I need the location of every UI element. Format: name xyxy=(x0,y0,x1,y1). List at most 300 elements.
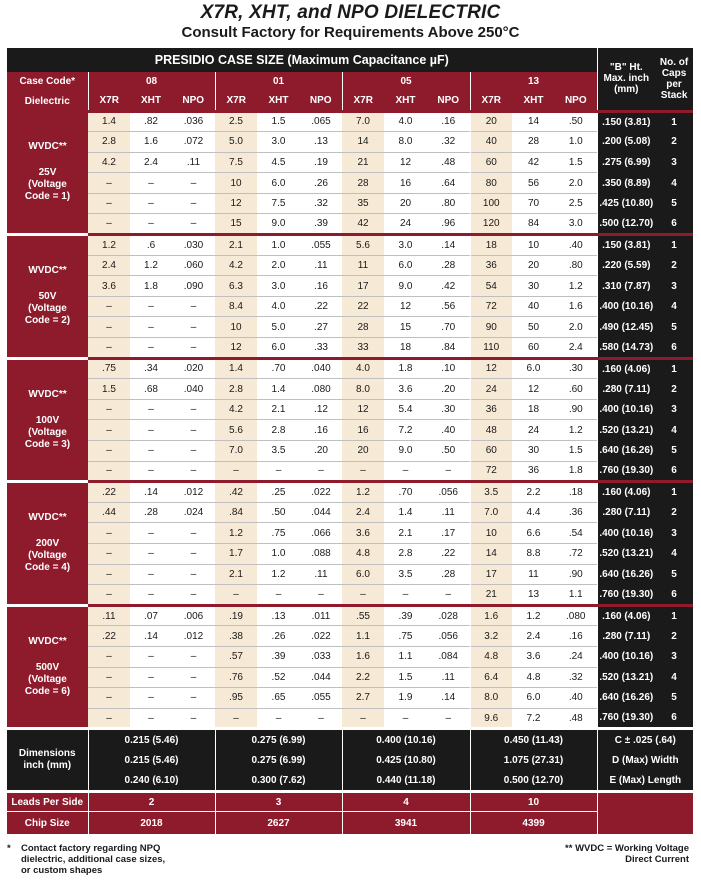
capacitance-cell: 2.1 xyxy=(257,399,300,420)
caps-per-stack-value: 3 xyxy=(655,523,693,544)
footnote-right-line-1: ** WVDC = Working Voltage xyxy=(565,843,689,854)
table-row xyxy=(7,296,693,317)
leads-per-side-value: 10 xyxy=(470,792,597,812)
voltage-code: (Voltage Code = 4) xyxy=(24,550,71,574)
b-height-value: .580 (14.73) xyxy=(597,338,655,359)
capacitance-cell: 56 xyxy=(512,173,555,194)
capacitance-cell: .088 xyxy=(300,543,342,564)
b-height-header: "B" Ht. Max. inch (mm) xyxy=(597,48,655,111)
capacitance-cell: – xyxy=(88,543,130,564)
capacitance-cell: .40 xyxy=(427,420,470,441)
capacitance-cell: 4.4 xyxy=(512,502,555,523)
capacitance-cell: 2.8 xyxy=(88,132,130,153)
capacitance-cell: 1.4 xyxy=(257,379,300,400)
capacitance-cell: 7.5 xyxy=(215,152,257,173)
capacitance-cell: – xyxy=(215,585,257,606)
capacitance-cell: – xyxy=(300,461,342,482)
capacitance-cell: .95 xyxy=(215,688,257,709)
b-height-value: .400 (10.16) xyxy=(597,523,655,544)
capacitance-cell: .024 xyxy=(172,502,215,523)
capacitance-cell: – xyxy=(342,708,384,729)
capacitance-cell: .20 xyxy=(427,379,470,400)
capacitance-cell: 2.0 xyxy=(555,317,597,338)
capacitance-cell: 16 xyxy=(384,173,427,194)
leads-per-side-value: 4 xyxy=(342,792,470,812)
table-row xyxy=(7,173,693,194)
capacitance-cell: 12 xyxy=(384,296,427,317)
capacitance-cell: 18 xyxy=(384,338,427,359)
b-height-value: .500 (12.70) xyxy=(597,214,655,235)
capacitance-cell: 2.1 xyxy=(215,564,257,585)
capacitance-cell: 3.5 xyxy=(470,482,512,503)
b-height-value: .760 (19.30) xyxy=(597,708,655,729)
caps-per-stack-value: 1 xyxy=(655,605,693,626)
capacitance-cell: 2.1 xyxy=(384,523,427,544)
capacitance-cell: .57 xyxy=(215,646,257,667)
capacitance-cell: 60 xyxy=(512,338,555,359)
footnote-right-line-2: Direct Current xyxy=(625,854,689,865)
caps-per-stack-value: 2 xyxy=(655,255,693,276)
capacitance-cell: .11 xyxy=(172,152,215,173)
dielectric-header-xht: XHT xyxy=(384,91,427,111)
capacitance-cell: .75 xyxy=(384,626,427,647)
capacitance-cell: .75 xyxy=(88,358,130,379)
capacitance-cell: – xyxy=(88,296,130,317)
leads-per-side-value: 3 xyxy=(215,792,342,812)
capacitance-cell: 60 xyxy=(470,441,512,462)
b-height-value: .520 (13.21) xyxy=(597,667,655,688)
capacitance-cell: 7.2 xyxy=(384,420,427,441)
capacitance-cell: .012 xyxy=(172,482,215,503)
capacitance-cell: 33 xyxy=(342,338,384,359)
capacitance-cell: 4.8 xyxy=(512,667,555,688)
capacitance-cell: 1.0 xyxy=(257,543,300,564)
capacitance-cell: 6.0 xyxy=(257,173,300,194)
capacitance-cell: .012 xyxy=(172,626,215,647)
b-height-value: .160 (4.06) xyxy=(597,605,655,626)
b-height-value: .350 (8.89) xyxy=(597,173,655,194)
capacitance-cell: – xyxy=(88,420,130,441)
capacitance-cell: 42 xyxy=(342,214,384,235)
capacitance-cell: 24 xyxy=(470,379,512,400)
capacitance-cell: .26 xyxy=(257,626,300,647)
capacitance-cell: .24 xyxy=(555,646,597,667)
capacitance-cell: – xyxy=(88,317,130,338)
capacitance-cell: – xyxy=(257,461,300,482)
capacitance-cell: 84 xyxy=(512,214,555,235)
capacitance-cell: .19 xyxy=(300,152,342,173)
capacitance-cell: .040 xyxy=(300,358,342,379)
caps-per-stack-header: No. of Caps per Stack xyxy=(655,48,693,111)
dielectric-header-x7r: X7R xyxy=(342,91,384,111)
capacitance-cell: .16 xyxy=(555,626,597,647)
capacitance-cell: 36 xyxy=(512,461,555,482)
capacitance-cell: .39 xyxy=(384,605,427,626)
chip-size-value: 2018 xyxy=(88,812,215,834)
voltage-group-label xyxy=(7,235,88,359)
capacitance-cell: .32 xyxy=(555,667,597,688)
capacitance-cell: 7.0 xyxy=(342,111,384,132)
capacitance-cell: .48 xyxy=(427,152,470,173)
dielectric-header-npo: NPO xyxy=(555,91,597,111)
capacitance-cell: .42 xyxy=(215,482,257,503)
capacitance-cell: .14 xyxy=(427,688,470,709)
capacitance-cell: .80 xyxy=(427,193,470,214)
capacitance-cell: – xyxy=(130,317,172,338)
capacitance-cell: 12 xyxy=(384,152,427,173)
capacitance-cell: 2.8 xyxy=(215,379,257,400)
b-height-value: .280 (7.11) xyxy=(597,502,655,523)
voltage-code: (Voltage Code = 3) xyxy=(24,426,71,450)
capacitance-cell: 1.8 xyxy=(555,461,597,482)
voltage-value: 50V xyxy=(38,291,57,303)
capacitance-cell: 28 xyxy=(342,173,384,194)
capacitance-cell: .36 xyxy=(555,502,597,523)
capacitance-cell: 9.0 xyxy=(384,276,427,297)
capacitance-cell: – xyxy=(172,338,215,359)
capacitance-cell: 5.0 xyxy=(215,132,257,153)
capacitance-cell: .84 xyxy=(215,502,257,523)
capacitance-cell: .16 xyxy=(427,111,470,132)
capacitance-cell: .32 xyxy=(427,132,470,153)
capacitance-cell: 3.6 xyxy=(88,276,130,297)
capacitance-cell: 6.0 xyxy=(257,338,300,359)
capacitance-cell: 6.0 xyxy=(512,688,555,709)
case-code-label: Case Code* xyxy=(7,72,88,91)
capacitance-cell: 18 xyxy=(470,235,512,256)
capacitance-cell: 17 xyxy=(470,564,512,585)
page-subtitle: Consult Factory for Requirements Above 250°C xyxy=(181,24,520,41)
caps-per-stack-value: 3 xyxy=(655,276,693,297)
capacitance-cell: .40 xyxy=(555,688,597,709)
capacitance-cell: .52 xyxy=(257,667,300,688)
capacitance-cell: – xyxy=(215,708,257,729)
capacitance-cell: .30 xyxy=(427,399,470,420)
capacitance-cell: 3.6 xyxy=(512,646,555,667)
capacitance-cell: .022 xyxy=(300,482,342,503)
capacitance-cell: 4.5 xyxy=(257,152,300,173)
capacitance-cell: .14 xyxy=(130,626,172,647)
capacitance-cell: 21 xyxy=(342,152,384,173)
chip-size-row xyxy=(7,812,693,834)
dielectric-header-x7r: X7R xyxy=(88,91,130,111)
capacitance-cell: 3.5 xyxy=(384,564,427,585)
dielectric-header-npo: NPO xyxy=(300,91,342,111)
capacitance-cell: .50 xyxy=(427,441,470,462)
capacitance-cell: .56 xyxy=(427,296,470,317)
capacitance-cell: 7.5 xyxy=(257,193,300,214)
capacitance-cell: – xyxy=(384,461,427,482)
capacitance-cell: 1.6 xyxy=(342,646,384,667)
dimension-value: 0.500 (12.70) xyxy=(470,771,597,792)
capacitance-cell: 2.4 xyxy=(130,152,172,173)
caps-per-stack-value: 2 xyxy=(655,626,693,647)
footnote-star: * xyxy=(7,843,11,854)
capacitance-cell: 9.6 xyxy=(470,708,512,729)
capacitance-cell: 1.2 xyxy=(512,605,555,626)
capacitance-cell: – xyxy=(384,708,427,729)
capacitance-cell: 7.0 xyxy=(215,441,257,462)
capacitance-cell: – xyxy=(130,399,172,420)
dimension-row xyxy=(7,729,693,750)
capacitance-cell: 72 xyxy=(470,296,512,317)
capacitance-cell: 12 xyxy=(512,379,555,400)
capacitance-cell: 9.0 xyxy=(257,214,300,235)
capacitance-cell: 1.2 xyxy=(130,255,172,276)
dimensions-label: Dimensions inch (mm) xyxy=(7,729,88,792)
capacitance-cell: 2.4 xyxy=(342,502,384,523)
capacitance-cell: .34 xyxy=(130,358,172,379)
b-height-value: .150 (3.81) xyxy=(597,111,655,132)
capacitance-cell: .036 xyxy=(172,111,215,132)
capacitance-cell: 1.1 xyxy=(555,585,597,606)
capacitance-cell: 70 xyxy=(512,193,555,214)
table-row xyxy=(7,646,693,667)
capacitance-cell: – xyxy=(88,461,130,482)
capacitance-cell: .40 xyxy=(555,235,597,256)
voltage-code: (Voltage Code = 6) xyxy=(24,674,71,698)
capacitance-cell: 5.0 xyxy=(257,317,300,338)
capacitance-cell: – xyxy=(88,667,130,688)
capacitance-cell: – xyxy=(130,564,172,585)
capacitance-cell: 4.0 xyxy=(384,111,427,132)
capacitance-cell: – xyxy=(130,585,172,606)
capacitance-cell: 1.7 xyxy=(215,543,257,564)
b-height-value: .760 (19.30) xyxy=(597,461,655,482)
dimension-type-label: C ± .025 (.64) xyxy=(597,729,693,750)
capacitance-cell: .011 xyxy=(300,605,342,626)
capacitance-cell: .50 xyxy=(257,502,300,523)
capacitance-cell: 8.0 xyxy=(342,379,384,400)
caps-per-stack-value: 3 xyxy=(655,399,693,420)
caps-per-stack-value: 4 xyxy=(655,173,693,194)
capacitance-cell: .28 xyxy=(427,564,470,585)
capacitance-cell: – xyxy=(88,708,130,729)
capacitance-cell: 12 xyxy=(342,399,384,420)
capacitance-cell: 2.0 xyxy=(257,255,300,276)
caps-per-stack-value: 6 xyxy=(655,585,693,606)
case-code-08: 08 xyxy=(88,72,215,91)
caps-per-stack-value: 5 xyxy=(655,193,693,214)
capacitance-cell: .44 xyxy=(88,502,130,523)
dimension-row xyxy=(7,750,693,771)
table-row xyxy=(7,564,693,585)
capacitance-cell: 1.2 xyxy=(215,523,257,544)
voltage-group-label xyxy=(7,358,88,482)
capacitance-cell: 36 xyxy=(470,399,512,420)
table-row xyxy=(7,482,693,503)
dielectric-header-npo: NPO xyxy=(172,91,215,111)
capacitance-cell: .11 xyxy=(300,564,342,585)
b-height-value: .280 (7.11) xyxy=(597,626,655,647)
capacitance-cell: .27 xyxy=(300,317,342,338)
table-row xyxy=(7,379,693,400)
capacitance-cell: 1.6 xyxy=(130,132,172,153)
dimension-type-label: E (Max) Length xyxy=(597,771,693,792)
capacitance-cell: 10 xyxy=(215,173,257,194)
capacitance-cell: 4.8 xyxy=(342,543,384,564)
capacitance-cell: .22 xyxy=(427,543,470,564)
table-row xyxy=(7,502,693,523)
capacitance-cell: 36 xyxy=(470,255,512,276)
capacitance-cell: – xyxy=(130,338,172,359)
capacitance-cell: .68 xyxy=(130,379,172,400)
capacitance-cell: .60 xyxy=(555,379,597,400)
capacitance-cell: – xyxy=(130,523,172,544)
capacitance-cell: – xyxy=(215,461,257,482)
b-height-value: .520 (13.21) xyxy=(597,543,655,564)
dimension-value: 0.215 (5.46) xyxy=(88,750,215,771)
b-height-value: .640 (16.26) xyxy=(597,441,655,462)
capacitance-cell: 50 xyxy=(512,317,555,338)
caps-per-stack-value: 4 xyxy=(655,296,693,317)
capacitance-cell: – xyxy=(427,708,470,729)
table-row xyxy=(7,358,693,379)
capacitance-cell: 6.4 xyxy=(470,667,512,688)
capacitance-cell: .11 xyxy=(427,502,470,523)
capacitance-cell: .20 xyxy=(300,441,342,462)
caps-per-stack-value: 6 xyxy=(655,708,693,729)
capacitance-cell: 2.2 xyxy=(342,667,384,688)
caps-per-stack-value: 5 xyxy=(655,688,693,709)
caps-per-stack-value: 2 xyxy=(655,379,693,400)
table-row xyxy=(7,235,693,256)
dimension-value: 0.275 (6.99) xyxy=(215,750,342,771)
capacitance-cell: 30 xyxy=(512,441,555,462)
capacitance-cell: – xyxy=(130,646,172,667)
capacitance-cell: 28 xyxy=(512,132,555,153)
capacitance-cell: .022 xyxy=(300,626,342,647)
capacitance-cell: 3.6 xyxy=(384,379,427,400)
capacitance-cell: 72 xyxy=(470,461,512,482)
table-row xyxy=(7,111,693,132)
capacitance-cell: .056 xyxy=(427,482,470,503)
capacitance-cell: 12 xyxy=(215,193,257,214)
capacitance-cell: 16 xyxy=(342,420,384,441)
capacitance-cell: 1.6 xyxy=(470,605,512,626)
caps-per-stack-value: 5 xyxy=(655,317,693,338)
table-row xyxy=(7,338,693,359)
capacitance-cell: 8.0 xyxy=(470,688,512,709)
capacitance-cell: .055 xyxy=(300,235,342,256)
case-code-13: 13 xyxy=(470,72,597,91)
capacitance-cell: 30 xyxy=(512,276,555,297)
capacitance-cell: 24 xyxy=(512,420,555,441)
capacitance-cell: 40 xyxy=(470,132,512,153)
capacitance-cell: 8.8 xyxy=(512,543,555,564)
capacitance-cell: 2.0 xyxy=(555,173,597,194)
chip-size-value: 3941 xyxy=(342,812,470,834)
capacitance-cell: 3.0 xyxy=(555,214,597,235)
capacitance-cell: .066 xyxy=(300,523,342,544)
capacitance-cell: – xyxy=(172,688,215,709)
capacitance-cell: 24 xyxy=(384,214,427,235)
capacitance-cell: 3.0 xyxy=(384,235,427,256)
capacitance-cell: 9.0 xyxy=(384,441,427,462)
dielectric-header-xht: XHT xyxy=(257,91,300,111)
capacitance-cell: 7.0 xyxy=(470,502,512,523)
capacitance-cell: 100 xyxy=(470,193,512,214)
voltage-code: (Voltage Code = 1) xyxy=(24,179,71,203)
capacitance-cell: 6.3 xyxy=(215,276,257,297)
capacitance-cell: .39 xyxy=(300,214,342,235)
b-height-value: .400 (10.16) xyxy=(597,399,655,420)
capacitance-cell: .17 xyxy=(427,523,470,544)
capacitance-cell: – xyxy=(172,420,215,441)
capacitance-cell: 48 xyxy=(470,420,512,441)
capacitance-cell: .080 xyxy=(300,379,342,400)
b-height-value: .220 (5.59) xyxy=(597,255,655,276)
capacitance-cell: .28 xyxy=(130,502,172,523)
capacitance-cell: .060 xyxy=(172,255,215,276)
capacitance-cell: – xyxy=(384,585,427,606)
table-row xyxy=(7,152,693,173)
footnote-right xyxy=(565,843,689,865)
capacitance-cell: 1.1 xyxy=(342,626,384,647)
capacitance-cell: – xyxy=(342,461,384,482)
b-height-value: .640 (16.26) xyxy=(597,688,655,709)
capacitance-cell: 11 xyxy=(342,255,384,276)
capacitance-cell: – xyxy=(130,667,172,688)
capacitance-cell: – xyxy=(300,708,342,729)
caps-per-stack-value: 3 xyxy=(655,646,693,667)
b-height-value: .275 (6.99) xyxy=(597,152,655,173)
table-row xyxy=(7,214,693,235)
capacitance-cell: – xyxy=(257,585,300,606)
caps-per-stack-value: 6 xyxy=(655,338,693,359)
capacitance-cell: 60 xyxy=(470,152,512,173)
capacitance-cell: – xyxy=(130,708,172,729)
capacitance-cell: 2.8 xyxy=(384,543,427,564)
wvdc-label: WVDC** xyxy=(28,512,67,524)
dimension-row xyxy=(7,771,693,792)
b-height-value: .160 (4.06) xyxy=(597,482,655,503)
wvdc-label: WVDC** xyxy=(28,388,67,400)
capacitance-cell: 7.2 xyxy=(512,708,555,729)
capacitance-cell: 14 xyxy=(512,111,555,132)
capacitance-cell: – xyxy=(257,708,300,729)
capacitance-cell: .07 xyxy=(130,605,172,626)
capacitance-cell: 6.0 xyxy=(384,255,427,276)
voltage-group-label xyxy=(7,111,88,235)
capacitance-cell: 20 xyxy=(384,193,427,214)
b-height-value: .400 (10.16) xyxy=(597,646,655,667)
capacitance-cell: 4.0 xyxy=(257,296,300,317)
capacitance-cell: .10 xyxy=(427,358,470,379)
table-row xyxy=(7,420,693,441)
capacitance-cell: 22 xyxy=(342,296,384,317)
capacitance-cell: 8.0 xyxy=(384,132,427,153)
table-row xyxy=(7,667,693,688)
capacitance-cell: 1.0 xyxy=(555,132,597,153)
caps-per-stack-value: 5 xyxy=(655,441,693,462)
capacitance-cell: 4.2 xyxy=(88,152,130,173)
capacitance-cell: 35 xyxy=(342,193,384,214)
capacitance-cell: 2.5 xyxy=(555,193,597,214)
page-title: X7R, XHT, and NPO DIELECTRIC xyxy=(200,2,501,23)
capacitance-cell: – xyxy=(172,461,215,482)
capacitance-cell: .13 xyxy=(257,605,300,626)
capacitance-cell: – xyxy=(172,646,215,667)
capacitance-cell: – xyxy=(172,296,215,317)
table-main-header: PRESIDIO CASE SIZE (Maximum Capacitance µF) xyxy=(7,48,597,72)
capacitance-cell: .90 xyxy=(555,399,597,420)
capacitance-cell: – xyxy=(130,296,172,317)
dimension-value: 0.400 (10.16) xyxy=(342,729,470,750)
capacitance-cell: .32 xyxy=(300,193,342,214)
capacitance-cell: – xyxy=(88,173,130,194)
capacitance-cell: 3.6 xyxy=(342,523,384,544)
